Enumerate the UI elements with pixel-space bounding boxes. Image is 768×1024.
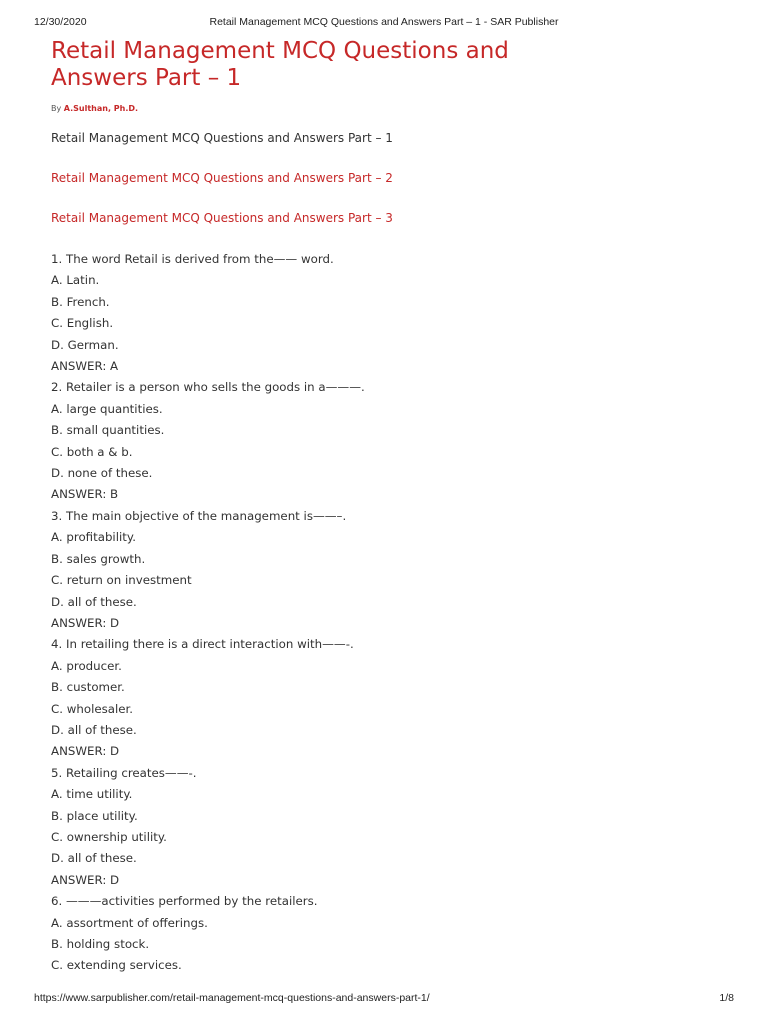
option-line: A. profitability. xyxy=(51,530,136,545)
option-line: A. producer. xyxy=(51,658,122,673)
option-line: C. English. xyxy=(51,316,114,331)
option-line: C. both a & b. xyxy=(51,444,133,459)
question-line: 6. ———activities performed by the retailers. xyxy=(51,894,318,909)
related-link-item xyxy=(51,211,741,225)
answer-line: ANSWER: D xyxy=(51,872,120,887)
related-link-item xyxy=(51,171,741,185)
option-line: B. place utility. xyxy=(51,808,138,823)
print-page-title: Retail Management MCQ Questions and Answers Part – 1 - SAR Publisher xyxy=(209,16,559,28)
author-link[interactable]: A.Sulthan, Ph.D. xyxy=(63,104,139,113)
answer-line: ANSWER: A xyxy=(51,359,119,374)
option-line: B. sales growth. xyxy=(51,551,146,566)
page-number: 1/8 xyxy=(719,992,734,1004)
option-line: B. small quantities. xyxy=(51,423,165,438)
print-footer xyxy=(0,992,768,1008)
question-line: 1. The word Retail is derived from the—— word. xyxy=(51,252,334,266)
question-line: 2. Retailer is a person who sells the goods in a———. xyxy=(51,380,365,395)
option-line: A. time utility. xyxy=(51,787,133,802)
part-3-link[interactable]: Retail Management MCQ Questions and Answers Part – 3 xyxy=(51,211,393,225)
option-line: C. return on investment xyxy=(51,573,192,588)
option-line: B. French. xyxy=(51,294,110,309)
option-line: D. all of these. xyxy=(51,722,137,737)
print-header xyxy=(0,16,768,32)
article xyxy=(51,38,741,977)
option-line: D. all of these. xyxy=(51,594,137,609)
question-line: 5. Retailing creates——-. xyxy=(51,765,197,780)
byline xyxy=(51,104,741,113)
option-line: B. holding stock. xyxy=(51,937,150,951)
intro-text: Retail Management MCQ Questions and Answers Part – 1 xyxy=(51,131,393,145)
article-title: Retail Management MCQ Questions and Answers Part – 1 xyxy=(51,38,509,91)
question-list xyxy=(51,249,741,977)
answer-line: ANSWER: D xyxy=(51,615,120,630)
option-line: C. extending services. xyxy=(51,958,182,973)
option-line: A. assortment of offerings. xyxy=(51,915,208,930)
question-line: 4. In retailing there is a direct interaction with——-. xyxy=(51,637,354,652)
related-links xyxy=(51,171,741,225)
option-line: D. German. xyxy=(51,337,119,352)
page-url: https://www.sarpublisher.com/retail-management-mcq-questions-and-answers-part-1/ xyxy=(34,992,430,1004)
question-line: 3. The main objective of the management is——–. xyxy=(51,508,347,523)
option-line: D. all of these. xyxy=(51,851,137,866)
print-date: 12/30/2020 xyxy=(34,16,87,28)
answer-line: ANSWER: D xyxy=(51,744,120,759)
byline-prefix: By xyxy=(51,104,62,113)
option-line: C. wholesaler. xyxy=(51,701,134,716)
option-line: A. Latin. xyxy=(51,273,100,288)
answer-line: ANSWER: B xyxy=(51,487,119,502)
option-line: D. none of these. xyxy=(51,466,153,481)
option-line: C. ownership utility. xyxy=(51,829,167,844)
part-2-link[interactable]: Retail Management MCQ Questions and Answers Part – 2 xyxy=(51,171,393,185)
option-line: B. customer. xyxy=(51,680,125,695)
option-line: A. large quantities. xyxy=(51,401,163,416)
